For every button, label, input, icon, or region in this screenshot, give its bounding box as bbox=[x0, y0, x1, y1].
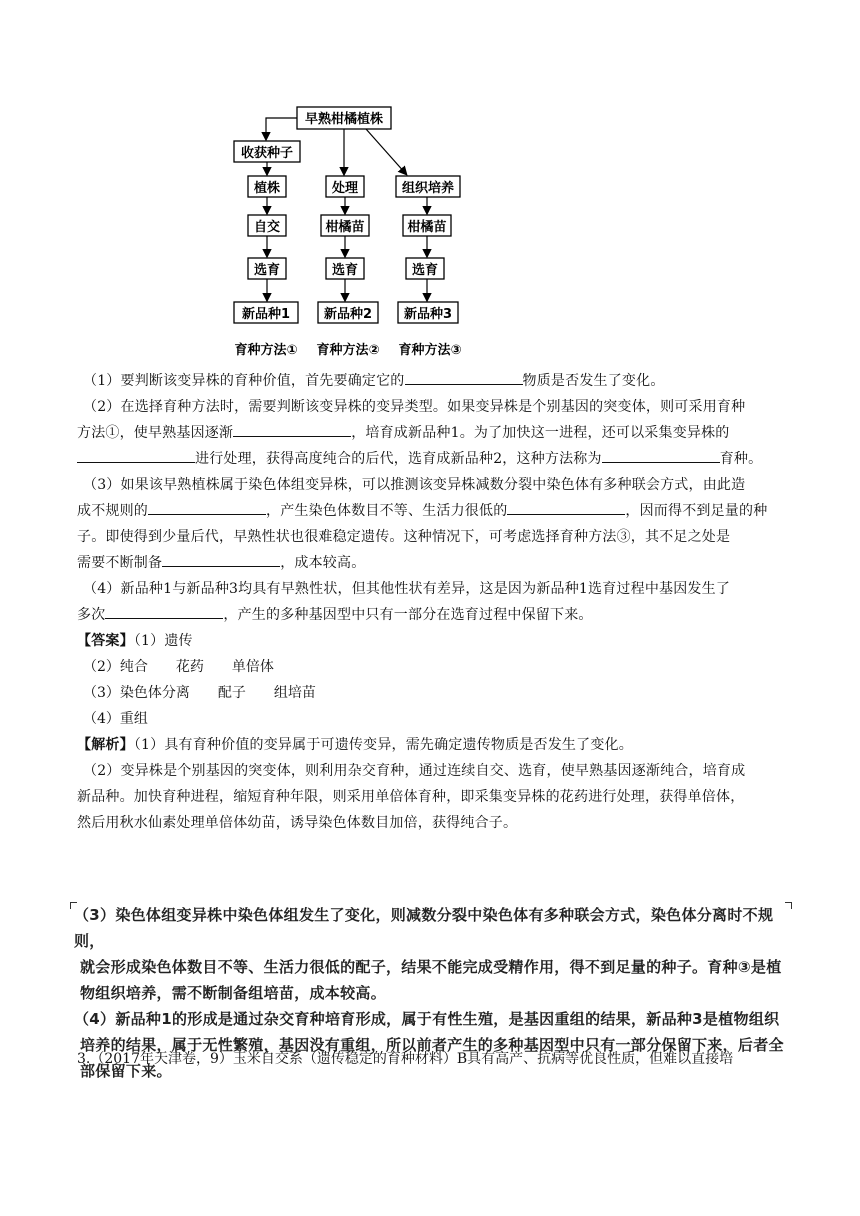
q2-text-2a: 方法①，使早熟基因逐渐 bbox=[77, 425, 234, 441]
method-label-1: 育种方法① bbox=[234, 343, 298, 358]
q4-blank bbox=[105, 604, 223, 619]
col1-label-2: 植株 bbox=[253, 181, 281, 196]
col3-label-1: 组织培养 bbox=[401, 181, 455, 196]
col2-label-3: 选育 bbox=[331, 263, 359, 278]
question-2-line-1 bbox=[77, 394, 787, 420]
answer-label: 【答案】 bbox=[77, 633, 134, 649]
question-4-line-2 bbox=[77, 602, 787, 628]
analysis-2-line-1: （2）变异株是个别基因的突变体，则利用杂交育种，通过连续自交、选育，使早熟基因逐渐纯合，培育成 bbox=[83, 763, 746, 779]
analysis-2-line-3: 然后用秋水仙素处理单倍体幼苗，诱导染色体数目加倍，获得纯合子。 bbox=[77, 815, 518, 831]
question-3-line-1 bbox=[77, 472, 787, 498]
q3-text-2a: 成不规则的 bbox=[77, 503, 148, 519]
analysis-line-1 bbox=[77, 732, 787, 758]
q3-text-2c: ，因而得不到足量的种 bbox=[625, 503, 768, 519]
q3-blank-1 bbox=[148, 500, 266, 515]
scan-line-2: 就会形成染色体数目不等、生活力很低的配子，结果不能完成受精作用，得不到足量的种子。育种③是植 bbox=[80, 958, 782, 976]
scan-line-5: 培养的结果，属于无性繁殖，基因没有重组，所以前者产生的多种基因型中只有一部分保留下来，后者全 bbox=[80, 1036, 784, 1054]
q3-blank-2 bbox=[507, 500, 625, 515]
breeding-flowchart bbox=[0, 0, 860, 370]
answer-3: （3）染色体分离 配子 组培苗 bbox=[83, 685, 316, 701]
question-2-line-2 bbox=[77, 420, 787, 446]
q2-blank-2 bbox=[77, 448, 195, 463]
q3-text-4a: 需要不断制备 bbox=[77, 555, 163, 571]
q2-text-3a: 进行处理，获得高度纯合的后代，选育成新品种2，这种方法称为 bbox=[195, 451, 602, 467]
method-label-2: 育种方法② bbox=[316, 343, 380, 358]
q1-text-a: （1）要判断该变异株的育种价值，首先要确定它的 bbox=[83, 373, 405, 389]
answer-2: （2）纯合 花药 单倍体 bbox=[83, 659, 274, 675]
answer-1: （1）遗传 bbox=[133, 633, 193, 649]
col3-label-4: 新品种3 bbox=[403, 307, 453, 322]
q2-text-3b: 育种。 bbox=[719, 451, 763, 467]
scan-line-3: 物组织培养，需不断制备组培苗，成本较高。 bbox=[80, 984, 387, 1002]
next-question: 3.（2017年天津卷，9）玉米自交系（遗传稳定的育种材料）B具有高产、抗病等优良性质，但难以直接培 bbox=[77, 1051, 734, 1067]
col2-label-4: 新品种2 bbox=[323, 307, 373, 322]
col1-label-4: 选育 bbox=[253, 263, 281, 278]
q1-text-b: 物质是否发生了变化。 bbox=[522, 373, 665, 389]
method-label-3: 育种方法③ bbox=[398, 343, 462, 358]
analysis-2-line-2: 新品种。加快育种进程，缩短育种年限，则采用单倍体育种，即采集变异株的花药进行处理，获得单倍体， bbox=[77, 789, 745, 805]
q3-text-4b: ，成本较高。 bbox=[280, 555, 366, 571]
question-3-line-2 bbox=[77, 498, 787, 524]
q3-blank-3 bbox=[162, 552, 280, 567]
question-3-line-3 bbox=[77, 524, 787, 550]
col1-label-1: 收获种子 bbox=[240, 146, 294, 161]
q3-text-1: （3）如果该早熟植株属于染色体组变异株，可以推测该变异株减数分裂中染色体有多种联会方式，由此造 bbox=[83, 477, 746, 493]
corner-mark bbox=[785, 902, 792, 909]
col1-label-5: 新品种1 bbox=[241, 307, 291, 322]
scan-line-6: 部保留下来。 bbox=[80, 1062, 172, 1080]
col2-label-1: 处理 bbox=[331, 181, 359, 196]
question-body bbox=[77, 368, 787, 836]
q4-text-1: （4）新品种1与新品种3均具有早熟性状，但其他性状有差异，这是因为新品种1选育过程中基因发生了 bbox=[83, 581, 731, 597]
top-box-label: 早熟柑橘植株 bbox=[304, 112, 384, 127]
corner-mark bbox=[70, 902, 77, 909]
scan-line-1: （3）染色体组变异株中染色体组发生了变化，则减数分裂中染色体有多种联会方式，染色体分离时不规则， bbox=[74, 906, 774, 950]
q3-text-2b: ，产生染色体数目不等、生活力很低的 bbox=[266, 503, 508, 519]
question-2-line-3 bbox=[77, 446, 787, 472]
q2-blank-3 bbox=[602, 448, 720, 463]
question-1 bbox=[77, 368, 787, 394]
answer-4: （4）重组 bbox=[83, 711, 148, 727]
answer-line-1 bbox=[77, 628, 787, 654]
analysis-1: （1）具有育种价值的变异属于可遗传变异，需先确定遗传物质是否发生了变化。 bbox=[133, 737, 633, 753]
q4-text-2b: ，产生的多种基因型中只有一部分在选育过程中保留下来。 bbox=[223, 607, 593, 623]
scan-line-4: （4）新品种1的形成是通过杂交育种培育形成，属于有性生殖，是基因重组的结果，新品种3是植物组织 bbox=[74, 1010, 780, 1028]
q2-blank-1 bbox=[233, 422, 351, 437]
q2-text-1: （2）在选择育种方法时，需要判断该变异株的变异类型。如果变异株是个别基因的突变体，则可采用育种 bbox=[83, 399, 746, 415]
col3-label-3: 选育 bbox=[411, 263, 439, 278]
question-3-line-4 bbox=[77, 550, 787, 576]
q1-blank bbox=[405, 370, 523, 385]
col1-label-3: 自交 bbox=[253, 220, 281, 235]
col3-label-2: 柑橘苗 bbox=[407, 220, 447, 235]
col2-label-2: 柑橘苗 bbox=[325, 220, 365, 235]
q4-text-2a: 多次 bbox=[77, 607, 106, 623]
question-4-line-1 bbox=[77, 576, 787, 602]
q3-text-3: 子。即使得到少量后代，早熟性状也很难稳定遗传。这种情况下，可考虑选择育种方法③，其不足之处是 bbox=[77, 529, 731, 545]
analysis-label: 【解析】 bbox=[77, 737, 134, 753]
q2-text-2b: ，培育成新品种1。为了加快这一进程，还可以采集变异株的 bbox=[351, 425, 730, 441]
